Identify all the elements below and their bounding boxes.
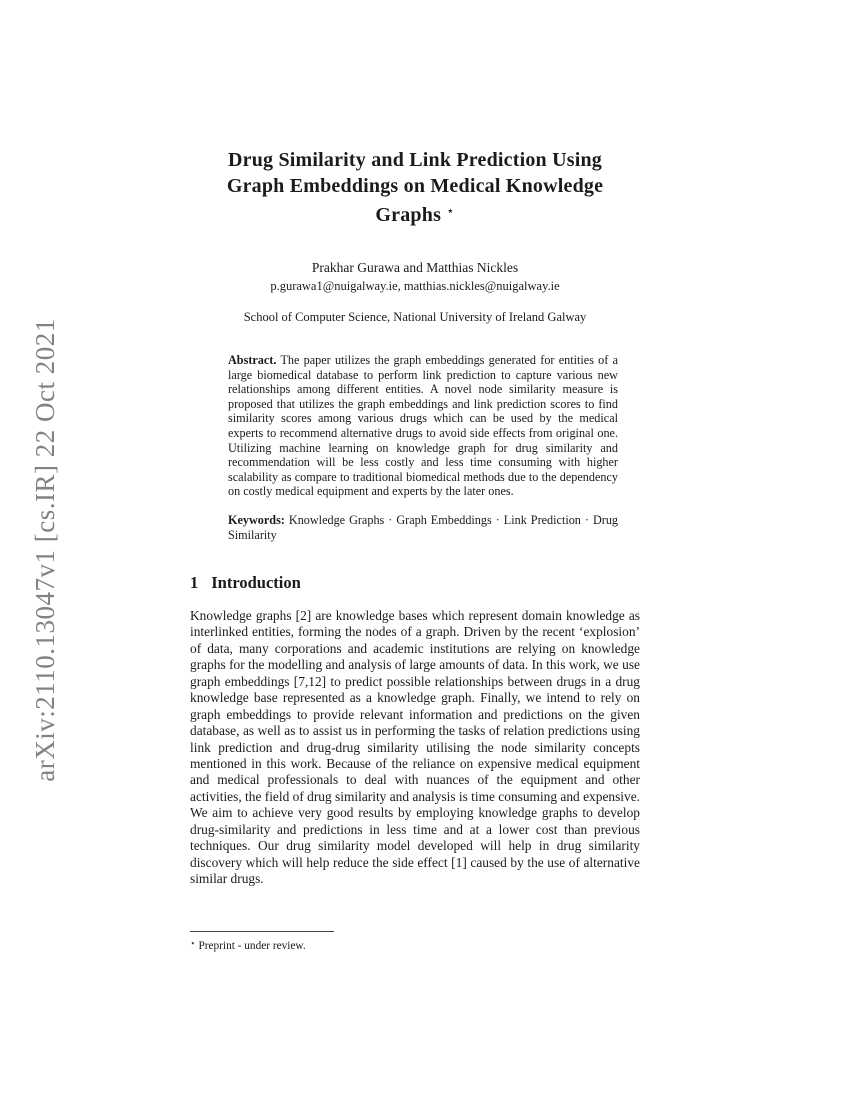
title-line-1: Drug Similarity and Link Prediction Using [228,149,602,171]
section-1-title: Introduction [211,572,301,592]
authors-block [190,258,640,296]
paper-content [190,147,640,888]
title-line-3: Graphs [375,204,442,226]
footnote [190,937,640,953]
arxiv-watermark: arXiv:2110.13047v1 [cs.IR] 22 Oct 2021 [30,318,60,782]
title-footnote-marker-icon: ⋆ [446,204,455,219]
affiliation: School of Computer Science, National University of Ireland Galway [243,310,587,324]
title-line-2: Graph Embeddings on Medical Knowledge [226,175,604,197]
section-1-number: 1 [190,572,199,592]
footnote-area [190,931,640,953]
keywords [228,513,618,544]
abstract-text: The paper utilizes the graph embeddings generated for entities of a large biomedical database to perform link prediction to capture various new relationships among different entities. A novel node similarity measure is proposed that utilizes the graph embeddings and link prediction scores to find similarity scores among various drugs which can be used by the medical experts to recommend alternative drugs to avoid side effects from original one. Utilizing machine learning on knowledge graph for drug similarity and recommendation will be less costly and less time consuming with higher scalability as compare to traditional biomedical methods due to the dependency on costly medical equipment and experts by the later ones. [228,353,618,499]
footnote-rule [190,931,334,932]
paper-title [190,147,640,228]
keywords-text: Knowledge Graphs · Graph Embeddings · Link Prediction · Drug Similarity [228,512,619,543]
author-names: Prakhar Gurawa and Matthias Nickles [311,260,519,275]
section-1-heading [190,573,640,593]
abstract-label: Abstract. [228,353,277,367]
section-1-paragraph: Knowledge graphs [2] are knowledge bases which represent domain knowledge as interlinked entities, forming the nodes of a graph. Driven by the recent ‘explosion’ of data, many corporations and academic institutions are relying on knowledge graphs for the modelling and analysis of large amounts of data. In this work, we use graph embeddings [7,12] to predict possible relationships between drugs in a drug knowledge base represented as a knowledge graph. Finally, we intend to rely on graph embeddings to provide relevant information and predictions on the given database, as well as to assist us in performing the tasks of relation predictions using link prediction and drug-drug similarity utilising the node similarity concepts mentioned in this work. Because of the reliance on expensive medical equipment and medical professionals to deal with nuances of the equipment and other activities, the field of drug similarity and analysis is time consuming and expensive. We aim to achieve very good results by employing knowledge graphs to develop drug-similarity and predictions in less time and at a lower cost than previous techniques. Our drug similarity model developed will help in drug similarity discovery which will help reduce the side effect [1] caused by the use of alternative similar drugs. [190,607,640,887]
footnote-label: Preprint - under review. [198,940,306,952]
keywords-label: Keywords: [228,512,285,527]
footnote-marker-icon: ⋆ [190,939,196,949]
abstract [228,353,618,499]
author-emails: p.gurawa1@nuigalway.ie, matthias.nickles@nuigalway.ie [270,279,560,293]
